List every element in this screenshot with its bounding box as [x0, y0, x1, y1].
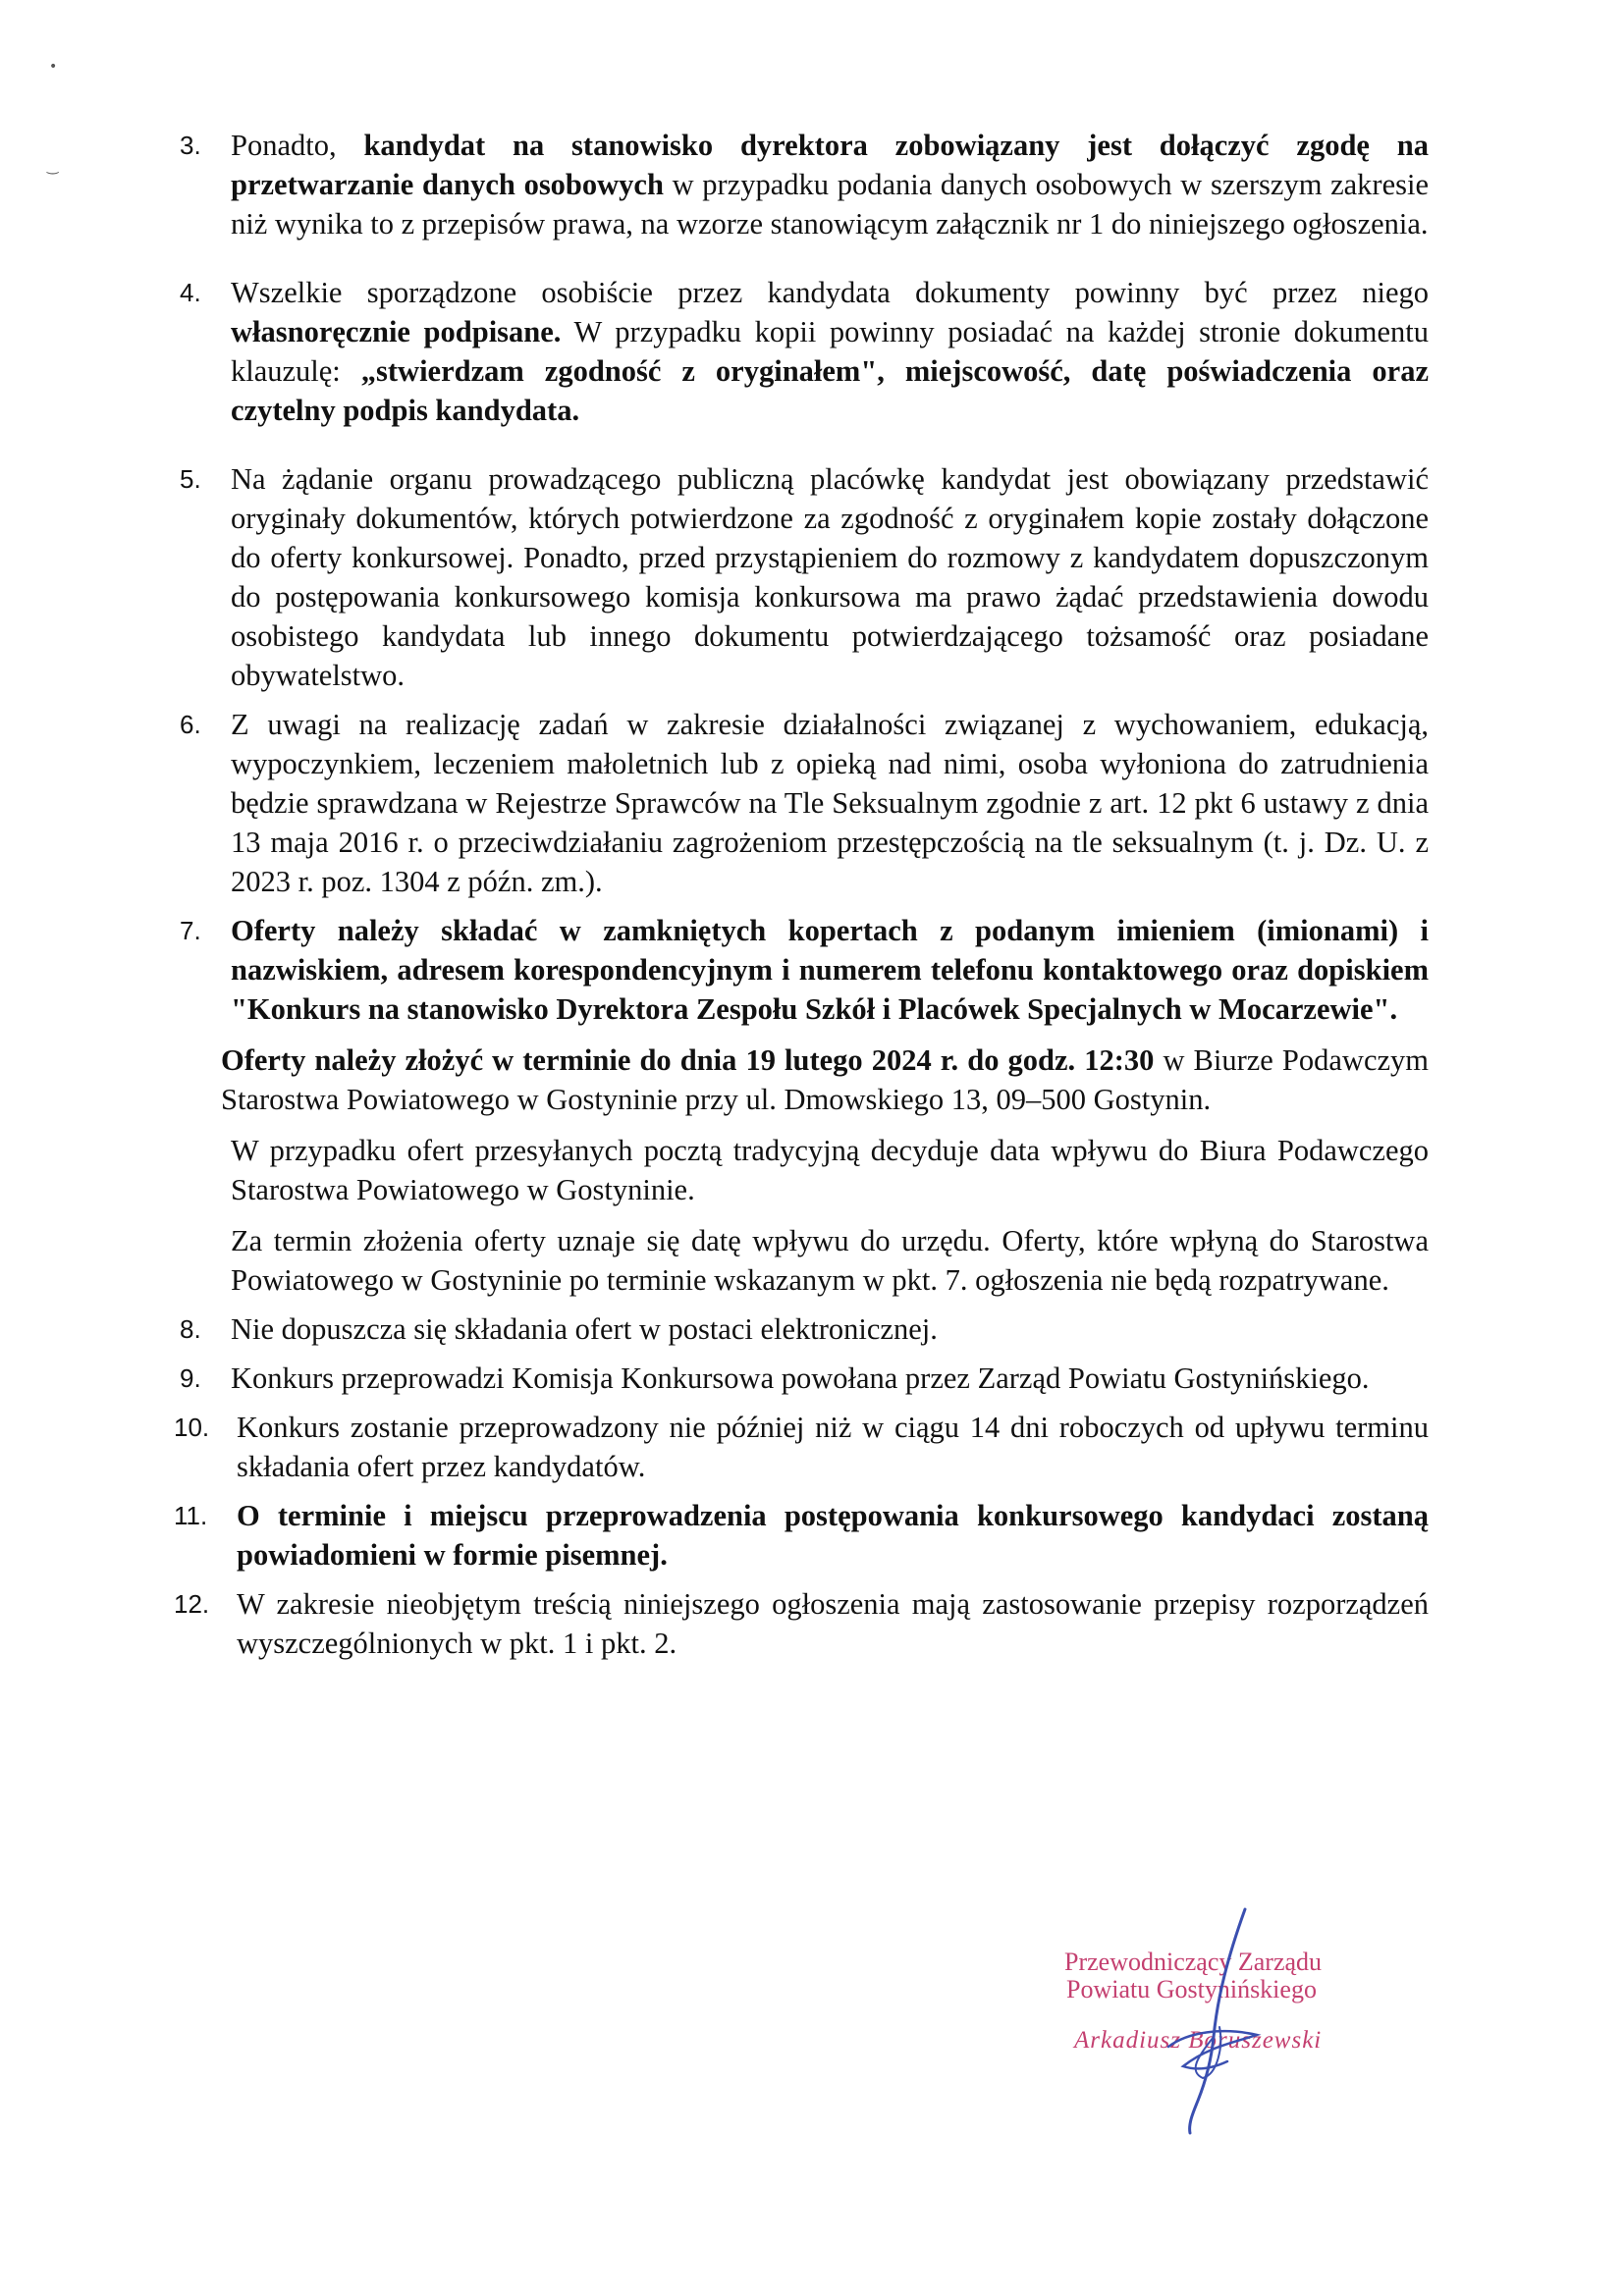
text-run: Nie dopuszcza się składania ofert w postaci elektronicznej.: [231, 1312, 938, 1346]
sub-paragraph: [231, 1221, 1429, 1300]
text-run: w Biurze Podawczym Starostwa Powiatowego w Gostyninie przy ul. Dmowskiego 13, 09–500 Gostynin.: [221, 1043, 1429, 1116]
stamp-title-line2: Powiatu Gostynińskiego: [1066, 1975, 1317, 2003]
scan-speck: •: [49, 59, 58, 75]
numbered-point: [180, 1359, 1429, 1398]
point-number: 6.: [180, 710, 201, 739]
point-number: 10.: [174, 1413, 210, 1442]
numbered-point: [174, 1408, 1429, 1486]
bold-text-run: Oferty należy złożyć w terminie do dnia 19 lutego 2024 r. do godz. 12:30: [221, 1043, 1155, 1077]
text-run: Wszelkie sporządzone osobiście przez kandydata dokumenty powinny być przez niego: [231, 276, 1429, 309]
numbered-point: [174, 1496, 1429, 1575]
point-number: 5.: [180, 464, 201, 494]
bold-text-run: „stwierdzam zgodność z oryginałem", miejscowość, datę poświadczenia oraz czytelny podpis kandydata.: [231, 354, 1429, 427]
point-text: [231, 459, 1429, 695]
point-text: [237, 1408, 1429, 1486]
document-body: [174, 126, 1430, 1663]
point-text: [237, 1496, 1429, 1575]
point-number: 12.: [174, 1589, 210, 1619]
bold-text-run: O terminie i miejscu przeprowadzenia postępowania konkursowego kandydaci zostaną powiadomieni w formie pisemnej.: [237, 1499, 1429, 1572]
point-text: [231, 911, 1429, 1029]
bold-text-run: Oferty należy składać w zamkniętych kopertach z podanym imieniem (imionami) i nazwiskiem, adresem korespondencyjnym i numerem telefonu kontaktowego oraz dopiskiem "Konkurs na stanowisko Dyrektora Zespołu Szkół i Placówek Specjalnych w Mocarzewie".: [231, 914, 1429, 1026]
handwritten-signature: [1129, 1899, 1286, 2145]
sub-paragraph: [231, 1131, 1429, 1209]
sub-paragraph: [221, 1041, 1429, 1119]
text-run: W przypadku ofert przesyłanych pocztą tradycyjną decyduje data wpływu do Biura Podawczego Starostwa Powiatowego w Gostyninie.: [231, 1134, 1429, 1206]
text-run: W przypadku kopii powinny posiadać na każdej stronie dokumentu klauzulę:: [231, 315, 1429, 388]
point-number: 4.: [180, 278, 201, 307]
bold-text-run: własnoręcznie podpisane.: [231, 315, 562, 348]
numbered-point: [180, 911, 1429, 1300]
point-text: [231, 705, 1429, 901]
scan-speck: ‿: [47, 159, 59, 175]
point-number: 8.: [180, 1314, 201, 1344]
point-text: [231, 1359, 1429, 1398]
text-run: Z uwagi na realizację zadań w zakresie działalności związanej z wychowaniem, edukacją, wypoczynkiem, leczeniem małoletnich lub z opieką nad nimi, osoba wyłoniona do zatrudnienia będzie sprawdzana w Rejestrze Sprawców na Tle Seksualnym zgodnie z art. 12 pkt 6 ustawy z dnia 13 maja 2016 r. o przeciwdziałaniu zagrożeniom przestępczością na tle seksualnym (t. j. Dz. U. z 2023 r. poz. 1304 z późn. zm.).: [231, 708, 1429, 898]
text-run: Na żądanie organu prowadzącego publiczną placówkę kandydat jest obowiązany przedstawić oryginały dokumentów, których potwierdzone za zgodność z oryginałem kopie zostały dołączone do oferty konkursowej. Ponadto, przed przystąpieniem do rozmowy z kandydatem dopuszczonym do postępowania konkursowego komisja konkursowa ma prawo żądać przedstawienia dowodu osobistego kandydata lub innego dokumentu potwierdzającego tożsamość oraz posiadane obywatelstwo.: [231, 462, 1429, 692]
point-number: 9.: [180, 1363, 201, 1393]
point-number: 7.: [180, 916, 201, 945]
bold-text-run: kandydat na stanowisko dyrektora zobowiązany jest dołączyć zgodę na przetwarzanie danych osobowych: [231, 129, 1430, 201]
point-text: [231, 126, 1429, 243]
text-run: Ponadto,: [231, 129, 364, 162]
text-run: Konkurs przeprowadzi Komisja Konkursowa powołana przez Zarząd Powiatu Gostynińskiego.: [231, 1362, 1370, 1395]
text-run: Konkurs zostanie przeprowadzony nie później niż w ciągu 14 dni roboczych od upływu terminu składania ofert przez kandydatów.: [237, 1411, 1429, 1483]
point-number: 11.: [174, 1501, 208, 1530]
text-run: Za termin złożenia oferty uznaje się datę wpływu do urzędu. Oferty, które wpłyną do Starostwa Powiatowego w Gostyninie po terminie wskazanym w pkt. 7. ogłoszenia nie będą rozpatrywane.: [231, 1224, 1429, 1297]
stamp-title-line1: Przewodniczący Zarządu: [1064, 1948, 1323, 1976]
numbered-point: [180, 1309, 1429, 1349]
text-run: W zakresie nieobjętym treścią niniejszego ogłoszenia mają zastosowanie przepisy rozporządzeń wyszczególnionych w pkt. 1 i pkt. 2.: [237, 1587, 1429, 1660]
numbered-point: [180, 126, 1429, 243]
numbered-point: [180, 273, 1429, 430]
stamp-name: Arkadiusz Boruszewski: [1074, 2027, 1323, 2054]
text-run: w przypadku podania danych osobowych w szerszym zakresie niż wynika to z przepisów prawa, na wzorze stanowiącym załącznik nr 1 do niniejszego ogłoszenia.: [231, 168, 1429, 240]
numbered-point: [174, 1584, 1429, 1663]
point-text: [237, 1584, 1429, 1663]
point-text: [231, 273, 1429, 430]
point-text: [231, 1309, 1429, 1349]
numbered-point: [180, 459, 1429, 695]
point-number: 3.: [180, 131, 201, 160]
numbered-point: [180, 705, 1429, 901]
